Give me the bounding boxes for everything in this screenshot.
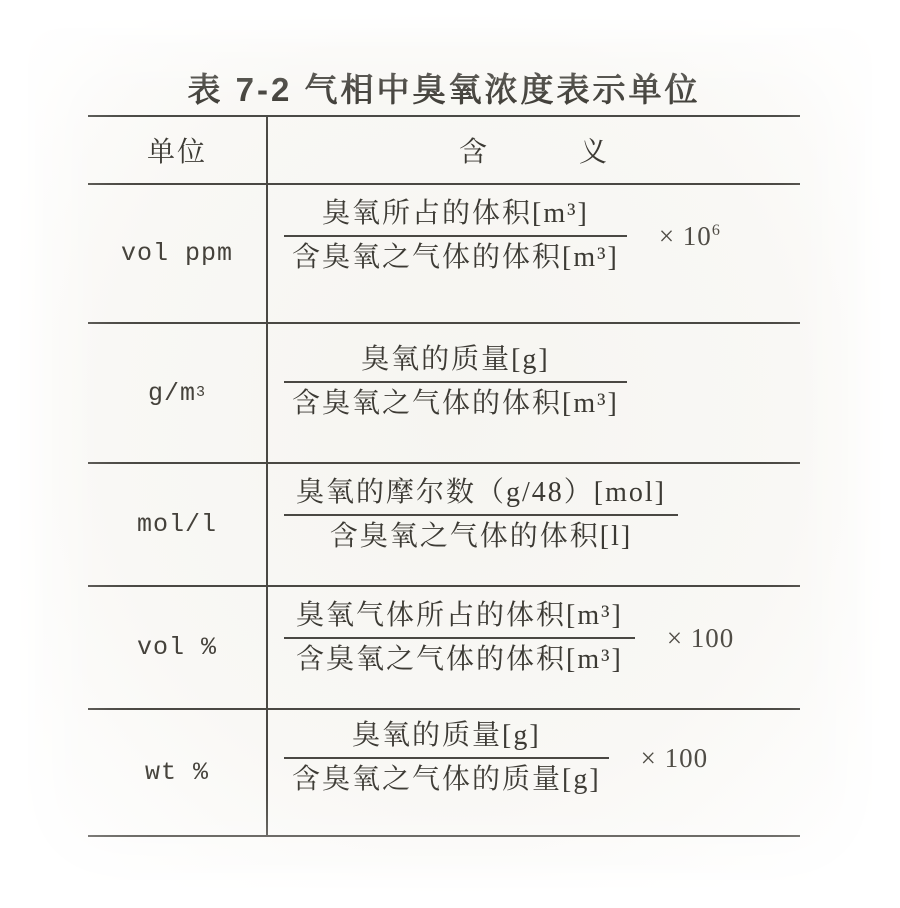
unit-value — [88, 185, 268, 322]
unit-value — [88, 464, 268, 585]
fraction-numerator: 臭氧气体所占的体积[m³] — [284, 600, 635, 639]
fraction-denominator: 含臭氧之气体的体积[m³] — [292, 388, 619, 420]
fraction-denominator: 含臭氧之气体的体积[m³] — [296, 644, 623, 676]
multiplier — [667, 623, 734, 654]
column-header-meaning: 含 义 — [458, 137, 609, 168]
unit-text: mol/l — [136, 510, 217, 539]
fraction-denominator: 含臭氧之气体的体积[m³] — [292, 242, 619, 274]
table-row-mol-per-l — [88, 464, 800, 587]
formula — [284, 198, 721, 274]
unit-text: vol ppm — [120, 239, 234, 268]
fraction — [284, 198, 627, 274]
multiplier-base: × 100 — [640, 742, 709, 773]
fraction — [284, 344, 627, 420]
table-row-vol-ppm — [88, 185, 800, 324]
formula — [284, 477, 710, 553]
unit-value — [88, 710, 268, 835]
multiplier — [641, 743, 708, 774]
multiplier-base: × 100 — [666, 622, 735, 653]
unit-text: vol % — [136, 633, 217, 662]
meaning-cell — [268, 587, 800, 708]
unit-value: g/m 3 — [88, 324, 268, 462]
table-header-row — [88, 117, 800, 185]
fraction — [284, 477, 678, 553]
multiplier-exponent: 6 — [711, 221, 721, 239]
formula — [284, 720, 708, 796]
formula — [284, 344, 659, 420]
table-row-wt-percent — [88, 710, 800, 837]
meaning-cell — [268, 464, 800, 585]
table-row-vol-percent — [88, 587, 800, 710]
unit-text: wt % — [144, 758, 209, 787]
fraction — [284, 720, 609, 796]
multiplier — [659, 221, 721, 252]
table-title: 表 7-2 气相中臭氧浓度表示单位 — [187, 71, 701, 108]
fraction-denominator: 含臭氧之气体的质量[g] — [292, 764, 601, 796]
fraction-denominator: 含臭氧之气体的体积[l] — [329, 521, 633, 553]
unit-text: g/m — [147, 378, 196, 408]
meaning-cell — [268, 324, 800, 462]
fraction-numerator: 臭氧的质量[g] — [284, 720, 609, 759]
meaning-cell — [268, 185, 800, 322]
fraction-numerator: 臭氧所占的体积[m³] — [284, 198, 627, 237]
fraction-numerator: 臭氧的摩尔数（g/48）[mol] — [284, 477, 678, 516]
unit-value — [88, 587, 268, 708]
multiplier-base: × 10 — [658, 220, 712, 251]
fraction — [284, 600, 635, 676]
fraction-numerator: 臭氧的质量[g] — [284, 344, 627, 383]
formula — [284, 600, 734, 676]
meaning-cell — [268, 710, 800, 835]
column-header-unit: 单位 — [88, 117, 268, 183]
table-row-g-per-m3 — [88, 324, 800, 464]
ozone-concentration-units-table — [88, 115, 800, 837]
